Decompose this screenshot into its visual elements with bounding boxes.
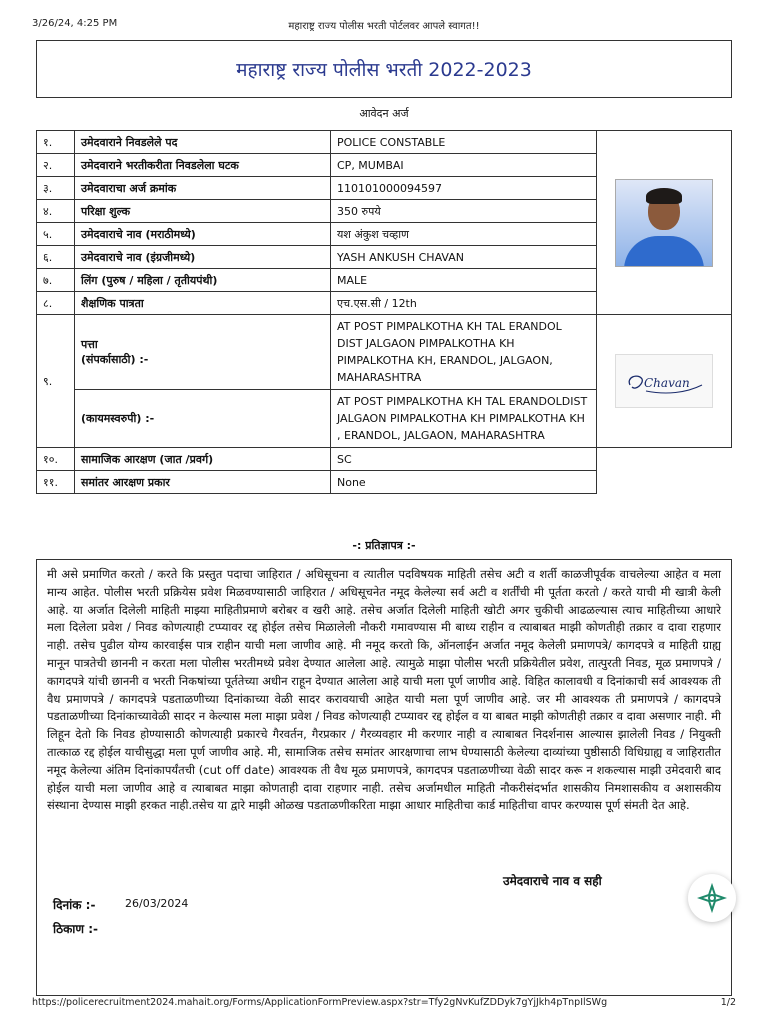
- form-label: आवेदन अर्ज: [359, 107, 409, 120]
- print-footer: [32, 997, 736, 1008]
- signature-text: Chavan: [644, 376, 690, 390]
- application-details-table: [36, 130, 732, 494]
- row-value: MALE: [331, 269, 597, 292]
- row-number: १.: [37, 131, 75, 154]
- address-permanent-label: (कायमस्वरुपी) :-: [75, 390, 331, 448]
- address-contact-sub-label: (संपर्कासाठी) :-: [81, 353, 149, 366]
- page-url: https://policerecruitment2024.mahait.org/Forms/ApplicationFormPreview.aspx?str=Tfy2gNvKufZDDyk7gYjJkh4pTnpIlSWg: [32, 997, 608, 1008]
- signature-label: उमेदवाराचे नाव व सही: [503, 874, 602, 888]
- row-label: समांतर आरक्षण प्रकार: [75, 471, 331, 494]
- row-value: SC: [331, 448, 597, 471]
- table-row: [37, 131, 732, 154]
- row-label: उमेदवाराचा अर्ज क्रमांक: [75, 177, 331, 200]
- row-number: ३.: [37, 177, 75, 200]
- declaration-box: [36, 559, 732, 996]
- table-row-address-contact: [37, 315, 732, 390]
- row-label: सामाजिक आरक्षण (जात /प्रवर्ग): [75, 448, 331, 471]
- signature-image: [616, 355, 712, 407]
- address-contact-label-cell: [75, 315, 331, 390]
- assistant-fab-button[interactable]: [688, 874, 736, 922]
- row-number: ४.: [37, 200, 75, 223]
- date-value: 26/03/2024: [125, 897, 189, 910]
- print-datetime: 3/26/24, 4:25 PM: [32, 18, 118, 29]
- title-box: [36, 40, 732, 98]
- address-contact-value: AT POST PIMPALKOTHA KH TAL ERANDOL DIST JALGAON PIMPALKOTHA KH PIMPALKOTHA KH, ERANDOL, JALGAON, MAHARASHTRA: [331, 315, 597, 390]
- page-title: महाराष्ट्र राज्य पोलीस भरती 2022-2023: [236, 59, 532, 81]
- candidate-photo: [615, 179, 713, 267]
- photo-shirt-shape: [624, 236, 704, 267]
- date-label: दिनांक :-: [53, 898, 96, 912]
- address-label: पत्ता: [81, 338, 98, 351]
- address-permanent-value: AT POST PIMPALKOTHA KH TAL ERANDOLDIST JALGAON PIMPALKOTHA KH PIMPALKOTHA KH , ERANDOL, JALGAON, MAHARASHTRA: [331, 390, 597, 448]
- candidate-signature: [615, 354, 713, 408]
- row-label: शैक्षणिक पात्रता: [75, 292, 331, 315]
- row-number: ६.: [37, 246, 75, 269]
- print-page-title: महाराष्ट्र राज्य पोलीस भरती पोर्टलवर आपले स्वागत!!: [288, 21, 480, 32]
- table-row: [37, 471, 732, 494]
- place-label: ठिकाण :-: [53, 922, 99, 936]
- row-value: YASH ANKUSH CHAVAN: [331, 246, 597, 269]
- sparkle-icon: [697, 883, 727, 913]
- signature-cell: [597, 315, 732, 448]
- row-label: परिक्षा शुल्क: [75, 200, 331, 223]
- row-number: ८.: [37, 292, 75, 315]
- photo-hair-shape: [646, 188, 682, 204]
- page-number: 1/2: [720, 997, 736, 1008]
- row-label: उमेदवाराचे नाव (मराठीमध्ये): [75, 223, 331, 246]
- row-label: लिंग (पुरुष / महिला / तृतीयपंथी): [75, 269, 331, 292]
- row-label: उमेदवाराने निवडलेले पद: [75, 131, 331, 154]
- row-label: उमेदवाराने भरतीकरीता निवडलेला घटक: [75, 154, 331, 177]
- row-number: ५.: [37, 223, 75, 246]
- row-number: ७.: [37, 269, 75, 292]
- row-value: 110101000094597: [331, 177, 597, 200]
- row-number: १०.: [37, 448, 75, 471]
- photo-cell: [597, 131, 732, 315]
- row-value: CP, MUMBAI: [331, 154, 597, 177]
- declaration-heading: -: प्रतिज्ञापत्र :-: [352, 539, 416, 552]
- row-value: यश अंकुश चव्हाण: [331, 223, 597, 246]
- row-number: ११.: [37, 471, 75, 494]
- declaration-text: मी असे प्रमाणित करतो / करते कि प्रस्तुत पदाचा जाहिरात / अधिसूचना व त्यातील पदविषयक माहिती तसेच अटी व शर्ती काळजीपूर्वक वाचलेल्या आहेत व मला मान्य आहेत. पोलीस भरती प्रक्रियेस प्रवेश मिळवण्यासाठी जाहिरात / अधिसूचनेत नमूद केलेल्या सर्व अटी व शर्तींची मी पूर्तता करतो / करते याची मी खात्री केली आहे. या अर्जात दिलेली माहिती माझ्या माहितीप्रमाणे बरोबर व खरी आहे. तसेच अर्जात दिलेली माहिती खोटी अगर चुकीची आढळल्यास त्याच माहितीच्या आधारे मला दिलेला प्रवेश / निवड कोणत्याही टप्प्यावर रद्द होईल तसेच मिळालेली नौकरी गमावण्यास मी बाध्य राहीन व त्याबाबत माझी कोणतीही तक्रार व दावा राहणार नाही. तसेच पुढील योग्य कारवाईस पात्र राहीन याची मला जाणीव आहे. मी नमूद करतो कि, ऑनलाईन अर्जात नमूद केलेली प्रमाणपत्रे/ कागदपत्रे व माहिती ग्राह्य मानून पात्रतेची छाननी न करता मला पोलीस भरतीमध्ये प्रवेश देण्यात आलेला आहे. त्यामुळे माझा पोलीस भरती प्रक्रियेतील प्रवेश, तात्पुरती निवड, मूळ प्रमाणपत्रे / कागदपत्रे यांची छाननी व भरती निकषांच्या पूर्ततेच्या अधीन राहून देण्यात आलेला आहे याची मला पूर्ण जाणीव आहे. विहित कालावधी व दिनांकाची सर्व आवश्यक ती वैध प्रमाणपत्रे / कागदपत्रे पडताळणीच्या दिनांकाच्या वेळी सादर करावयाची आहेत याची मला पूर्ण जाणीव आहे. जर मी आवश्यक ती प्रमाणपत्रे / कागदपत्रे पडताळणीच्या दिनांकाच्यावेळी सादर न केल्यास मला माझा प्रवेश / निवड कोणत्याही टप्प्यावर रद्द होईल व या बाबत माझी कोणतीही तक्रार व दावा असणार नाही. मी लिहून देतो कि निवड होण्यासाठी कोणत्याही प्रकारचे गैरवर्तन, गैरप्रकार / गैरव्यवहार मी करणार नाही व त्याबाबत निदर्शनास आल्यास झालेली निवड / नियुक्ती तात्काळ रद्द होईल याचीसुद्धा मला पूर्ण जाणीव आहे. मी, सामाजिक तसेच समांतर आरक्षणाचा लाभ घेण्यासाठी केलेल्या दाव्यांच्या पुष्ठीसाठी विधिग्राह्य व जाहिरातीत नमूद केलेल्या अंतिम दिनांकापर्यंतची (cut off date) आवश्यक ती वैध मूळ प्रमाणपत्रे, कागदपत्र पडताळणीच्या वेळी सादर करू न शकल्यास माझी उमेदवारी बाद होईल याची मला जाणीव आहे व त्याबाबत माझा कोणताही दावा राहणार नाही. तसेच अर्जामधील माहिती नौकरीसंदर्भात शासकीय निमशासकीय व अशासकीय संस्थाना देण्यास माझी हरकत नाही.तसेच या द्वारे माझी ओळख पडताळणीकरिता माझा आधार माहितीचा कार्ड माहितीचा वापर करण्यास पूर्ण संमती देत आहे.: [47, 567, 721, 813]
- row-value: None: [331, 471, 597, 494]
- row-number: ९.: [37, 315, 75, 448]
- print-header: [32, 18, 736, 32]
- row-value: एच.एस.सी / 12th: [331, 292, 597, 315]
- row-label: उमेदवाराचे नाव (इंग्रजीमध्ये): [75, 246, 331, 269]
- table-row: [37, 448, 732, 471]
- row-value: POLICE CONSTABLE: [331, 131, 597, 154]
- row-number: २.: [37, 154, 75, 177]
- row-value: 350 रुपये: [331, 200, 597, 223]
